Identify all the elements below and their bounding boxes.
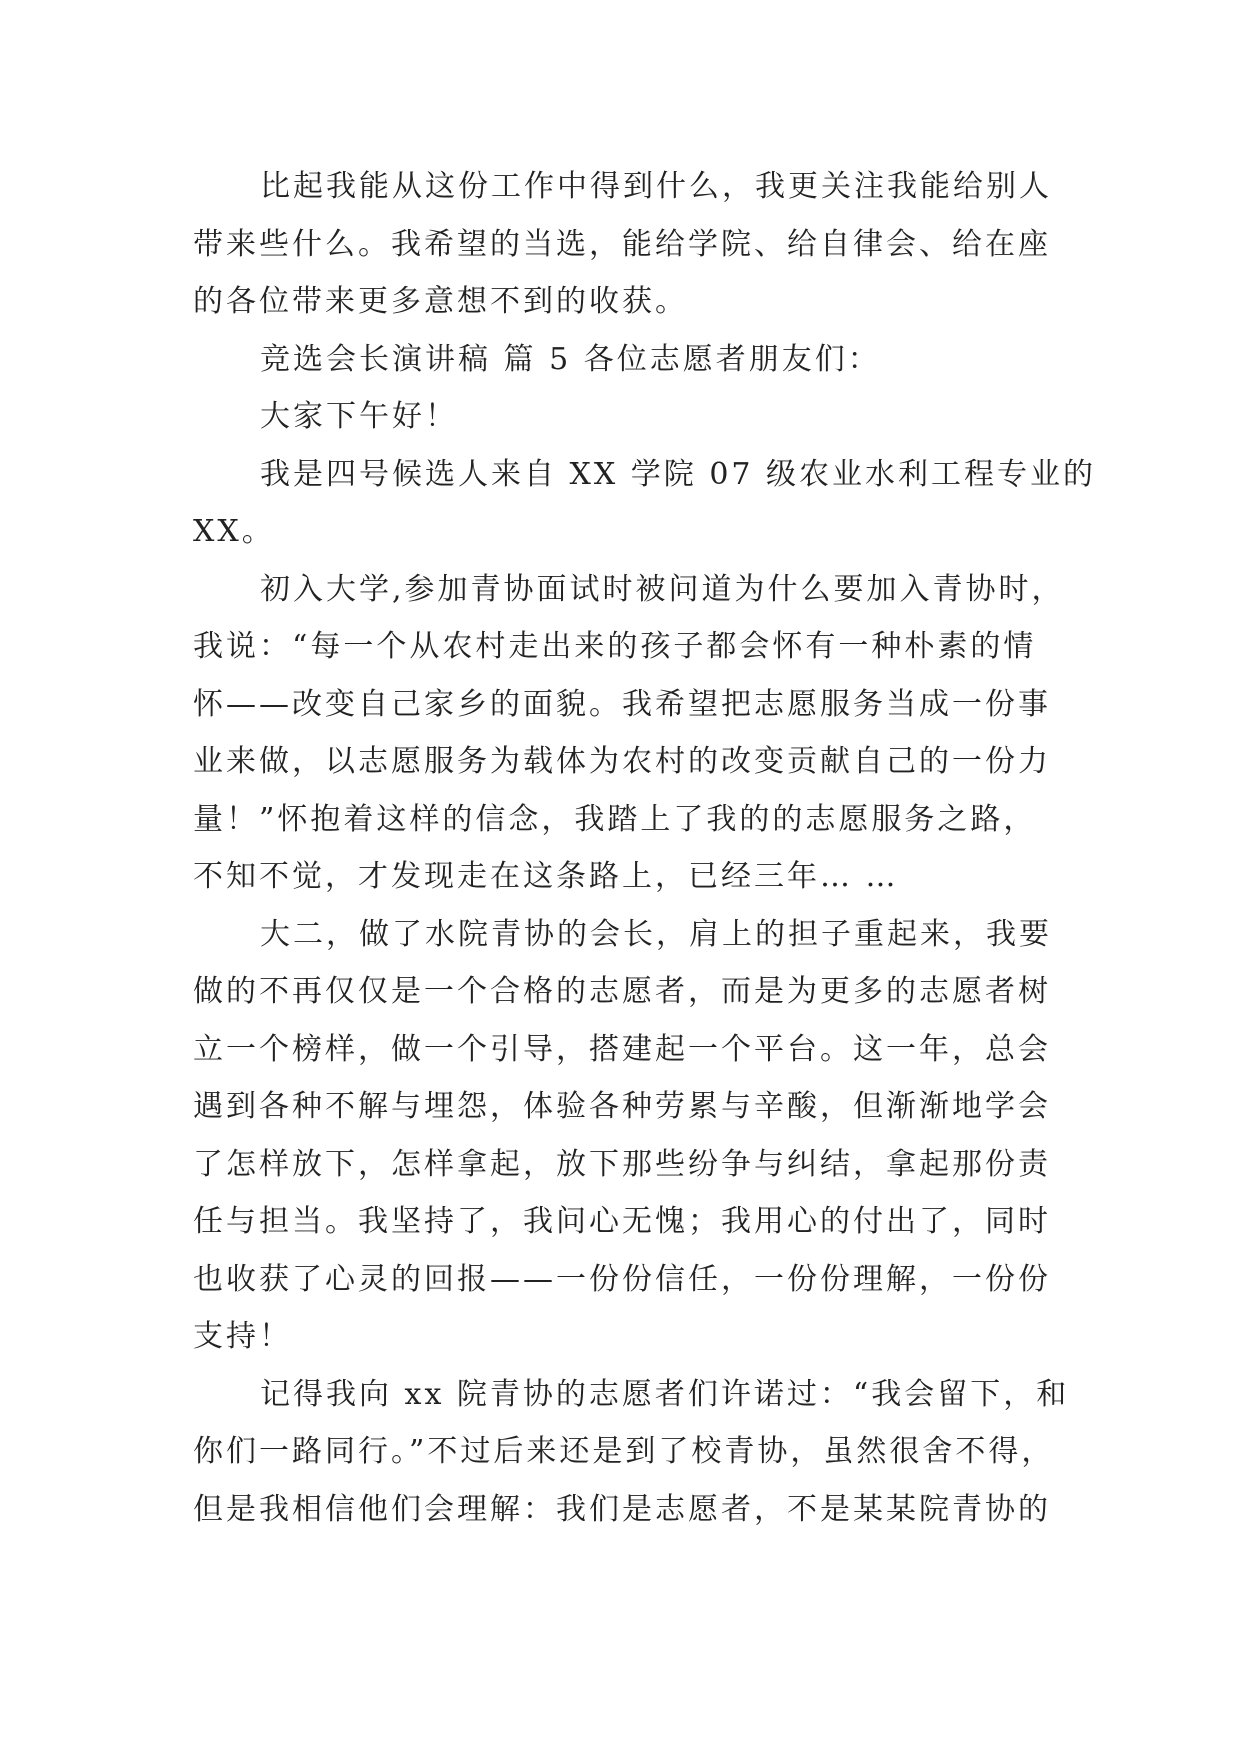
- text-line: 记得我向 xx 院青协的志愿者们许诺过：“我会留下，和: [260, 1376, 1070, 1412]
- text-line: 我是四号候选人来自 XX 学院 07 级农业水利工程专业的: [260, 456, 1097, 492]
- text-line: 大二，做了水院青协的会长，肩上的担子重起来，我要: [260, 916, 1052, 952]
- text-line: 做的不再仅仅是一个合格的志愿者，而是为更多的志愿者树: [193, 974, 1051, 1009]
- text-line: 任与担当。我坚持了，我问心无愧；我用心的付出了，同时: [193, 1204, 1051, 1239]
- text-line: 但是我相信他们会理解：我们是志愿者，不是某某院青协的: [193, 1491, 1051, 1527]
- text-line: 遇到各种不解与埋怨，体验各种劳累与辛酸，但渐渐地学会: [193, 1089, 1051, 1124]
- text-line: 量！”怀抱着这样的信念，我踏上了我的的志愿服务之路，: [193, 801, 1037, 837]
- text-line: 不知不觉，才发现走在这条路上，已经三年… …: [193, 859, 899, 894]
- text-line: 怀——改变自己家乡的面貌。我希望把志愿服务当成一份事: [193, 686, 1051, 722]
- text-line: XX。: [193, 514, 275, 549]
- greeting-line: 大家下午好！: [260, 399, 458, 434]
- text-line: 支持！: [193, 1319, 292, 1354]
- text-line: 你们一路同行。”不过后来还是到了校青协，虽然很舍不得，: [193, 1434, 1055, 1469]
- text-line: 了怎样放下，怎样拿起，放下那些纷争与纠结，拿起那份责: [193, 1146, 1051, 1182]
- text-line: 带来些什么。我希望的当选，能给学院、给自律会、给在座: [193, 226, 1051, 262]
- text-line: 也收获了心灵的回报——一份份信任，一份份理解，一份份: [193, 1261, 1051, 1297]
- text-line: 比起我能从这份工作中得到什么，我更关注我能给别人: [260, 169, 1052, 204]
- text-line: 业来做，以志愿服务为载体为农村的改变贡献自己的一份力: [193, 744, 1051, 779]
- text-line: 的各位带来更多意想不到的收获。: [193, 284, 688, 319]
- text-line: 立一个榜样，做一个引导，搭建起一个平台。这一年，总会: [193, 1031, 1051, 1067]
- text-line: 我说：“每一个从农村走出来的孩子都会怀有一种朴素的情: [193, 629, 1037, 664]
- text-line: 初入大学,参加青协面试时被问道为什么要加入青协时，: [260, 571, 1065, 607]
- body-text: [193, 158, 1097, 1538]
- section-heading-line: 竞选会长演讲稿 篇 5 各位志愿者朋友们：: [260, 341, 881, 377]
